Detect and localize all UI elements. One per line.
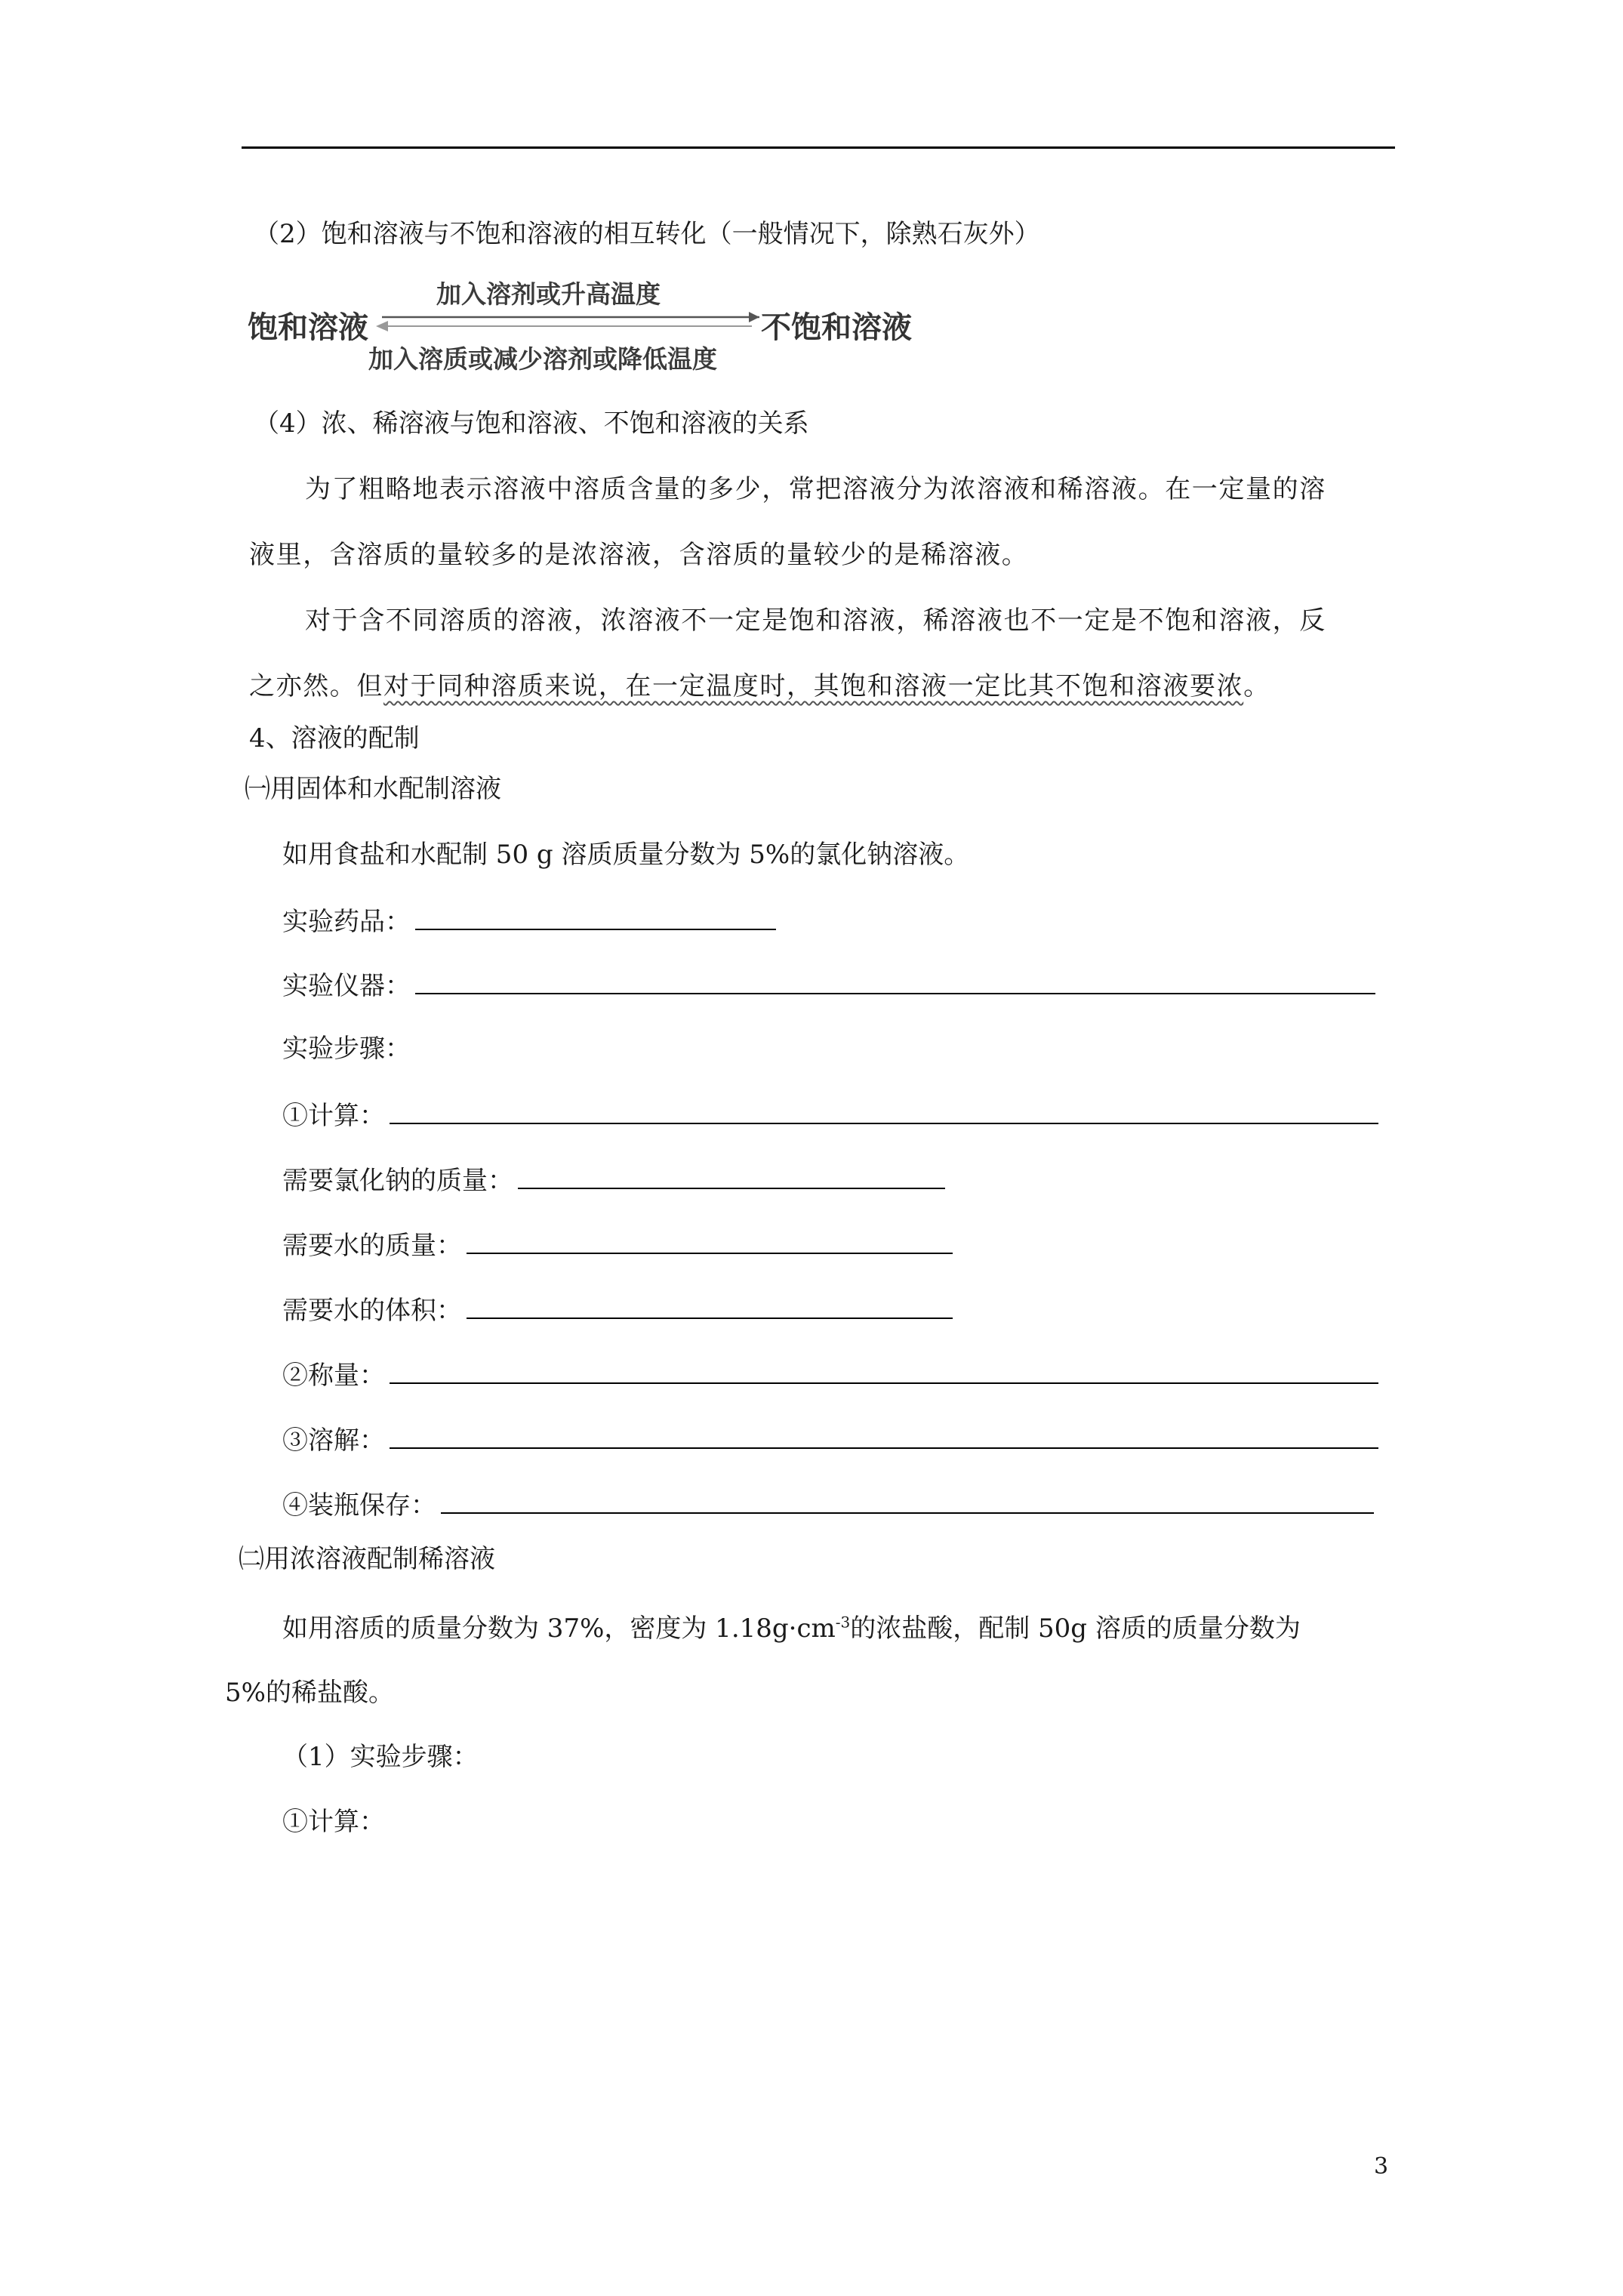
diagram-bottom-text: 加入溶质或减少溶剂或降低温度	[368, 344, 717, 374]
field-weigh	[282, 1358, 1378, 1391]
field-nacl-mass-label: 需要氯化钠的质量：	[282, 1166, 513, 1196]
field-instruments	[282, 969, 1375, 1001]
p2-heading: （2）饱和溶液与不饱和溶液的相互转化（一般情况下，除熟石灰外）	[254, 219, 1040, 249]
example2-superscript: -3	[835, 1613, 851, 1632]
para1-line2: 液里，含溶质的量较多的是浓溶液，含溶质的量较少的是稀溶液。	[249, 540, 1029, 570]
drugs-blank[interactable]	[415, 905, 776, 930]
field-weigh-label: ②称量：	[282, 1361, 385, 1391]
section-4-heading: 4、溶液的配制	[249, 723, 420, 754]
para2-wavy-underlined-text: 对于同种溶质来说，在一定温度时，其饱和溶液一定比其不饱和溶液要浓	[383, 671, 1244, 701]
diagram-right-label: 不饱和溶液	[761, 310, 912, 345]
field-calc-label: ①计算：	[282, 1101, 385, 1131]
para2-line1: 对于含不同溶质的溶液，浓溶液不一定是饱和溶液，稀溶液也不一定是不饱和溶液，反	[305, 606, 1326, 636]
nacl-mass-blank[interactable]	[518, 1163, 945, 1189]
water-volume-blank[interactable]	[467, 1293, 953, 1319]
field-water-mass	[282, 1228, 953, 1261]
p4-heading: （4）浓、稀溶液与饱和溶液、不饱和溶液的关系	[254, 408, 809, 439]
sub1-heading: ㈠用固体和水配制溶液	[245, 774, 501, 804]
example2-line1	[282, 1613, 1301, 1644]
dissolve-blank[interactable]	[390, 1423, 1378, 1449]
calc2-label: ①计算：	[282, 1807, 385, 1837]
header-rule	[242, 146, 1395, 149]
example2-line2: 5%的稀盐酸。	[225, 1678, 394, 1708]
field-drugs-label: 实验药品：	[282, 907, 411, 937]
field-bottle-label: ④装瓶保存：	[282, 1490, 436, 1521]
para2-line2	[249, 671, 1270, 701]
field-steps: 实验步骤：	[282, 1034, 411, 1064]
field-dissolve	[282, 1423, 1378, 1456]
conversion-diagram	[248, 275, 927, 374]
field-drugs	[282, 905, 776, 937]
example2-line1-b: 的浓盐酸，配制 50g 溶质的质量分数为	[850, 1613, 1301, 1644]
para2-line2-end: 。	[1243, 671, 1270, 701]
double-arrow-icon	[374, 308, 767, 335]
field-calc	[282, 1099, 1378, 1131]
bottle-blank[interactable]	[441, 1488, 1374, 1514]
para1-line1: 为了粗略地表示溶液中溶质含量的多少，常把溶液分为浓溶液和稀溶液。在一定量的溶	[305, 474, 1326, 504]
example1: 如用食盐和水配制 50 g 溶质质量分数为 5%的氯化钠溶液。	[282, 840, 970, 870]
weigh-blank[interactable]	[390, 1358, 1378, 1384]
para2-line2-plain: 之亦然。但	[249, 671, 383, 701]
diagram-left-label: 饱和溶液	[248, 310, 368, 345]
instruments-blank[interactable]	[415, 969, 1375, 994]
field-instruments-label: 实验仪器：	[282, 971, 411, 1001]
field-bottle	[282, 1488, 1374, 1521]
diagram-top-text: 加入溶剂或升高温度	[436, 279, 661, 309]
page-number: 3	[1374, 2153, 1389, 2180]
example2-line1-a: 如用溶质的质量分数为 37%，密度为 1.18g·cm	[282, 1613, 836, 1644]
field-water-volume	[282, 1293, 953, 1326]
field-nacl-mass	[282, 1163, 945, 1196]
field-water-mass-label: 需要水的质量：	[282, 1231, 462, 1261]
field-water-volume-label: 需要水的体积：	[282, 1296, 462, 1326]
calc-blank[interactable]	[390, 1099, 1378, 1124]
sub2-heading: ㈡用浓溶液配制稀溶液	[239, 1544, 495, 1574]
step-heading: （1）实验步骤：	[282, 1742, 479, 1772]
field-dissolve-label: ③溶解：	[282, 1425, 385, 1456]
water-mass-blank[interactable]	[467, 1228, 953, 1254]
